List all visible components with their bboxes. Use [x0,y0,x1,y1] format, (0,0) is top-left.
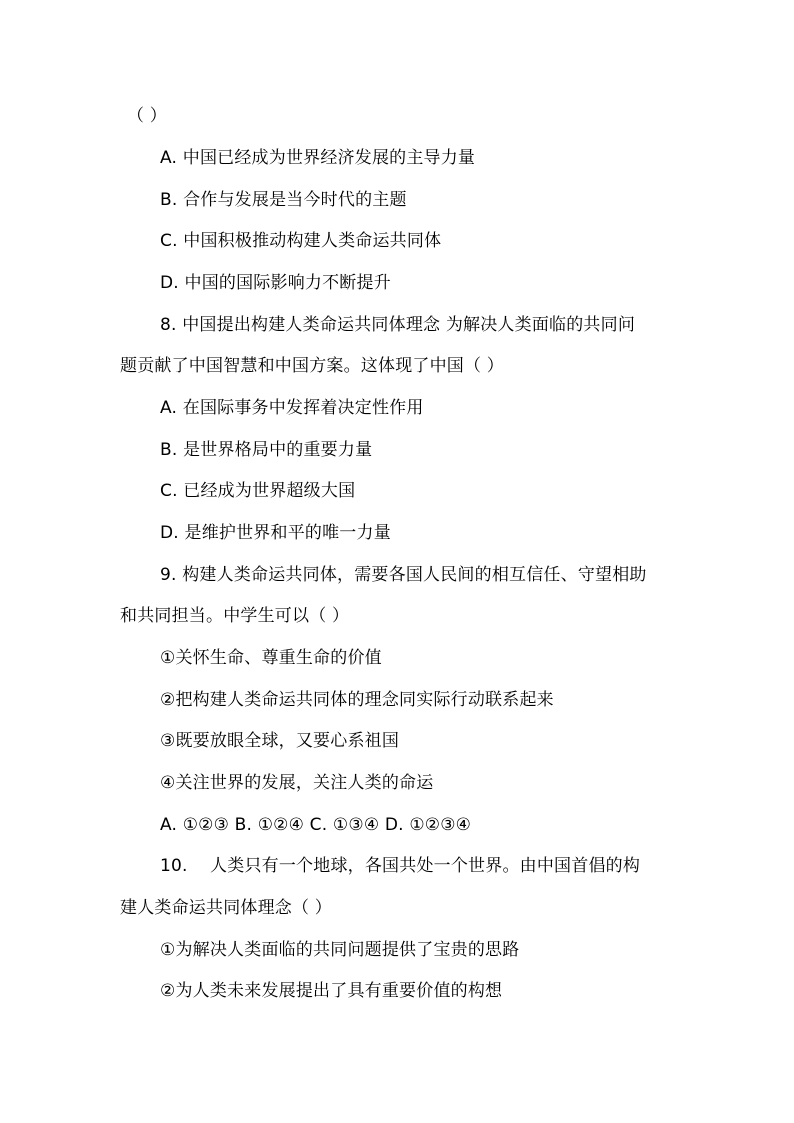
q9-statement-3: ③既要放眼全球，又要心系祖国 [160,731,400,751]
q8-option-d: D. 是维护世界和平的唯一力量 [160,523,391,543]
q7-answer-paren: （ ） [127,106,168,126]
q9-statement-4: ④关注世界的发展，关注人类的命运 [160,773,434,793]
q7-option-a: A. 中国已经成为世界经济发展的主导力量 [160,148,476,168]
q7-option-c: C. 中国积极推动构建人类命运共同体 [160,231,442,251]
q9-answer-options: A. ①②③ B. ①②④ C. ①③④ D. ①②③④ [160,815,472,835]
q7-option-d: D. 中国的国际影响力不断提升 [160,273,391,293]
q10-stem-line2: 建人类命运共同体理念（ ） [120,898,333,918]
q10-statement-2: ②为人类未来发展提出了具有重要价值的构想 [160,981,503,1001]
q8-stem-line1: 8. 中国提出构建人类命运共同体理念 为解决人类面临的共同问 [160,315,636,335]
q10-stem-line1: 10. 人类只有一个地球，各国共处一个世界。由中国首倡的构 [160,856,641,876]
q8-stem-line2: 题贡献了中国智慧和中国方案。这体现了中国（ ） [120,356,505,376]
q9-statement-1: ①关怀生命、尊重生命的价值 [160,648,382,668]
q9-stem-line2: 和共同担当。中学生可以（ ） [120,606,350,626]
q10-statement-1: ①为解决人类面临的共同问题提供了宝贵的思路 [160,940,520,960]
q9-statement-2: ②把构建人类命运共同体的理念同实际行动联系起来 [160,690,554,710]
q8-option-a: A. 在国际事务中发挥着决定性作用 [160,398,424,418]
q7-option-b: B. 合作与发展是当今时代的主题 [160,190,407,210]
q8-option-c: C. 已经成为世界超级大国 [160,481,356,501]
q9-stem-line1: 9. 构建人类命运共同体，需要各国人民间的相互信任、守望相助 [160,565,647,585]
q8-option-b: B. 是世界格局中的重要力量 [160,440,373,460]
